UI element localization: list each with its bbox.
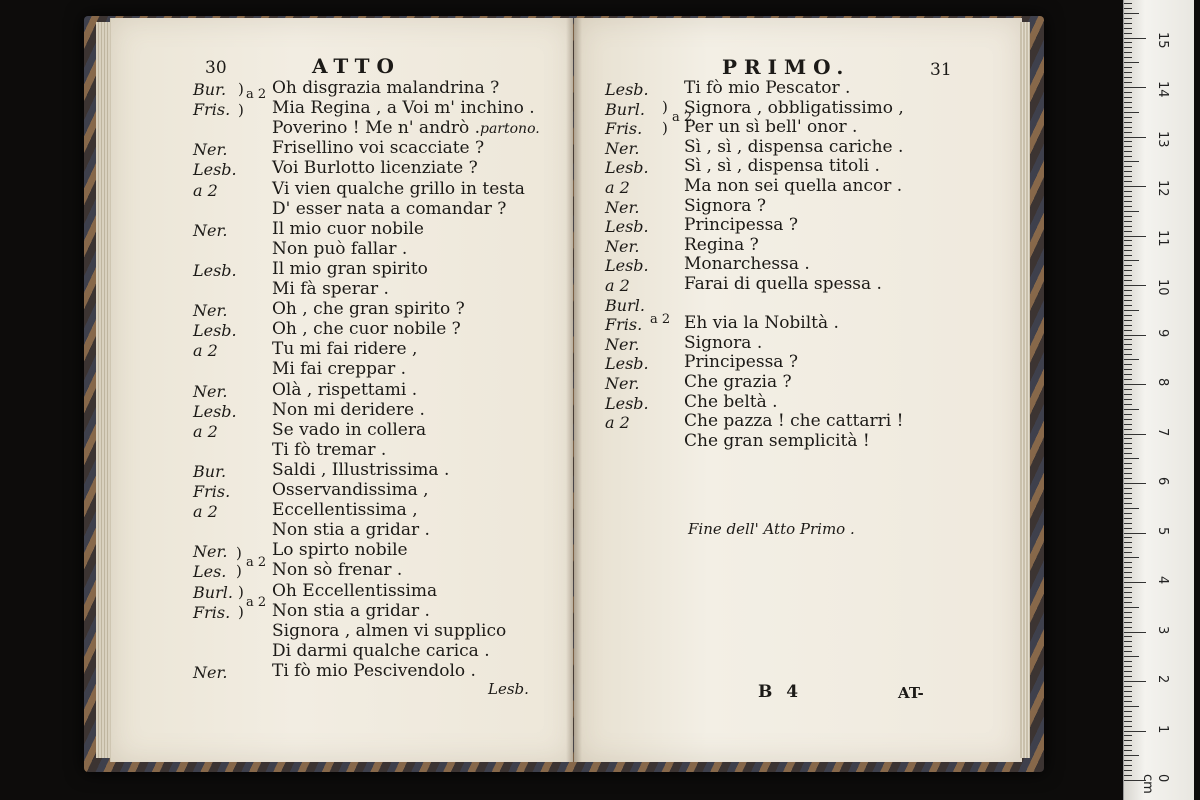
speaker-label: Lesb. — [605, 217, 649, 237]
verse-line: Eccellentissima , — [272, 500, 418, 521]
speaker-label: Lesb. — [193, 160, 237, 180]
ruler-tick — [1124, 671, 1132, 672]
verse-line: Per un sì bell' onor . — [684, 117, 858, 138]
speaker-label: Fris. — [193, 602, 231, 622]
ruler-tick — [1124, 627, 1132, 628]
brace-mark: ) — [662, 119, 668, 137]
ruler-tick — [1124, 404, 1132, 405]
ruler-tick — [1124, 547, 1132, 548]
ruler-tick — [1124, 206, 1132, 207]
ruler-tick — [1124, 161, 1139, 162]
ruler-tick — [1124, 23, 1132, 24]
ruler-label: 2 — [1155, 675, 1170, 684]
ruler-tick — [1124, 636, 1132, 637]
aside-marker: a 2 — [246, 87, 267, 102]
speaker-label: Lesb. — [605, 393, 649, 413]
ruler-tick — [1124, 290, 1132, 291]
ruler-tick — [1124, 409, 1139, 410]
ruler-tick — [1124, 344, 1132, 345]
act-end-note: Fine dell' Atto Primo . — [688, 520, 855, 538]
ruler-tick — [1124, 542, 1132, 543]
ruler-tick — [1124, 765, 1132, 766]
verse-line: Ti fò mio Pescivendolo . — [272, 660, 476, 681]
verse-line: Se vado in collera — [272, 419, 427, 440]
brace-mark: ) — [662, 98, 668, 116]
ruler-tick — [1124, 661, 1132, 662]
ruler-tick — [1124, 414, 1132, 415]
speaker-label: Burl. — [193, 582, 233, 602]
speaker-label: Ner. — [193, 220, 228, 240]
stage-direction: partono. — [480, 121, 540, 137]
book-gutter — [566, 18, 582, 762]
ruler-tick — [1124, 721, 1132, 722]
ruler-tick — [1124, 755, 1139, 756]
measuring-ruler — [1123, 0, 1194, 800]
ruler-tick — [1124, 419, 1132, 420]
brace-mark: ) — [236, 544, 242, 562]
ruler-tick — [1124, 146, 1132, 147]
ruler-label: 12 — [1155, 180, 1170, 197]
ruler-tick — [1124, 280, 1132, 281]
speaker-label: Ner. — [193, 140, 228, 160]
ruler-tick — [1124, 632, 1146, 633]
ruler-tick — [1124, 681, 1146, 682]
ruler-label: 13 — [1155, 130, 1170, 148]
ruler-tick — [1124, 760, 1132, 761]
ruler-tick — [1124, 731, 1146, 732]
ruler-tick — [1124, 132, 1132, 133]
ruler-label: 10 — [1155, 279, 1170, 296]
speaker-label: Ner. — [193, 662, 228, 682]
speaker-label: Lesb. — [605, 354, 649, 374]
ruler-tick — [1124, 483, 1146, 484]
verse-line: Saldi , Illustrissima . — [272, 459, 450, 480]
ruler-tick — [1124, 429, 1132, 430]
ruler-tick — [1124, 151, 1132, 152]
ruler-tick — [1124, 379, 1132, 380]
verse-line: Non stia a gridar . — [272, 520, 430, 541]
ruler-tick — [1124, 528, 1132, 529]
verse-line: Ma non sei quella ancor . — [684, 176, 903, 196]
ruler-tick — [1124, 646, 1132, 647]
ruler-tick — [1124, 726, 1132, 727]
verse-line: Voi Burlotto licenziate ? — [272, 158, 478, 179]
signature-mark: B 4 — [758, 682, 803, 702]
verse-line: Non può fallar . — [272, 238, 408, 259]
ruler-label: 6 — [1155, 477, 1170, 486]
speaker-label: Fris. — [193, 100, 231, 120]
verse-line: Mi fai creppar . — [272, 359, 407, 380]
ruler-tick — [1124, 57, 1132, 58]
verse-line: D' esser nata a comandar ? — [272, 198, 507, 219]
ruler-tick — [1124, 676, 1132, 677]
running-head-right: PRIMO. — [722, 55, 851, 79]
ruler-tick — [1124, 686, 1132, 687]
ruler-tick — [1124, 92, 1132, 93]
ruler-tick — [1124, 127, 1132, 128]
ruler-tick — [1124, 141, 1132, 142]
ruler-tick — [1124, 335, 1146, 336]
speaker-label: a 2 — [193, 180, 218, 200]
page-edges-right — [1020, 22, 1030, 758]
ruler-tick — [1124, 369, 1132, 370]
ruler-tick — [1124, 448, 1132, 449]
verse-line: Non mi deridere . — [272, 399, 425, 420]
ruler-tick — [1124, 156, 1132, 157]
ruler-label: 8 — [1155, 378, 1170, 387]
ruler-tick — [1124, 72, 1132, 73]
speaker-label: a 2 — [605, 276, 630, 295]
ruler-tick — [1124, 255, 1132, 256]
verse-line: Non sò frenar . — [272, 560, 403, 581]
ruler-tick — [1124, 453, 1132, 454]
ruler-tick — [1124, 240, 1132, 241]
aside-marker: a 2 — [650, 312, 671, 327]
ruler-tick — [1124, 716, 1132, 717]
speaker-label: a 2 — [605, 178, 630, 197]
ruler-tick — [1124, 349, 1132, 350]
ruler-tick — [1124, 42, 1132, 43]
speaker-label: a 2 — [605, 413, 630, 433]
ruler-tick — [1124, 77, 1132, 78]
ruler-tick — [1124, 478, 1132, 479]
ruler-tick — [1124, 201, 1132, 202]
ruler-tick — [1124, 384, 1146, 385]
ruler-tick — [1124, 285, 1146, 286]
ruler-tick — [1124, 211, 1139, 212]
ruler-tick — [1124, 666, 1132, 667]
ruler-label: 4 — [1155, 576, 1170, 585]
verse-line: Signora , obbligatissimo , — [684, 97, 904, 118]
ruler-tick — [1124, 493, 1132, 494]
speaker-label: Lesb. — [605, 158, 649, 178]
ruler-label: 1 — [1155, 724, 1170, 733]
verse-line: Signora . — [684, 332, 763, 353]
ruler-tick — [1124, 186, 1146, 187]
ruler-tick — [1124, 171, 1132, 172]
ruler-tick — [1124, 315, 1132, 316]
ruler-tick — [1124, 740, 1132, 741]
ruler-tick — [1124, 711, 1132, 712]
ruler-tick — [1124, 181, 1132, 182]
ruler-label: 9 — [1155, 328, 1170, 337]
speaker-label: Lesb. — [605, 80, 649, 99]
ruler-tick — [1124, 424, 1132, 425]
verse-line: Vi vien qualche grillo in testa — [272, 178, 525, 199]
ruler-tick — [1124, 458, 1139, 459]
ruler-tick — [1124, 28, 1132, 29]
ruler-tick — [1124, 166, 1132, 167]
ruler-tick — [1124, 137, 1146, 138]
ruler-tick — [1124, 122, 1132, 123]
verse-line: Oh , che gran spirito ? — [272, 299, 465, 320]
verse-line: Che beltà . — [684, 391, 778, 412]
ruler-tick — [1124, 354, 1132, 355]
ruler-tick — [1124, 295, 1132, 296]
ruler-tick — [1124, 305, 1132, 306]
verse-line: Lo spirto nobile — [272, 540, 408, 561]
ruler-tick — [1124, 701, 1132, 702]
ruler-tick — [1124, 216, 1132, 217]
verse-line: Non stia a gridar . — [272, 600, 430, 621]
speaker-label: Ner. — [605, 236, 640, 256]
speaker-label: Ner. — [605, 374, 640, 393]
verse-line: Ti fò mio Pescator . — [684, 78, 851, 98]
verse-line: Che gran semplicità ! — [684, 430, 870, 451]
speaker-label: Fris. — [605, 315, 643, 335]
ruler-tick — [1124, 641, 1132, 642]
speaker-label: a 2 — [193, 421, 218, 441]
ruler-tick — [1124, 572, 1132, 573]
speaker-label: Burl. — [605, 295, 645, 315]
aside-marker: a 2 — [246, 595, 267, 610]
ruler-tick — [1124, 770, 1132, 771]
speaker-label: Lesb. — [193, 321, 237, 341]
ruler-tick — [1124, 3, 1132, 4]
running-head-left: ATTO — [312, 54, 401, 78]
ruler-tick — [1124, 537, 1132, 538]
ruler-tick — [1124, 577, 1132, 578]
ruler-tick — [1124, 557, 1139, 558]
verse-line: Sì , sì , dispensa cariche . — [684, 136, 904, 157]
verse-line: Regina ? — [684, 234, 759, 255]
verse-line: Il mio gran spirito — [272, 258, 428, 279]
ruler-tick — [1124, 102, 1132, 103]
ruler-tick — [1124, 622, 1132, 623]
speaker-label: Bur. — [193, 80, 227, 99]
ruler-tick — [1124, 582, 1146, 583]
verse-line: Signora ? — [684, 195, 766, 216]
speaker-label: Fris. — [193, 482, 231, 501]
ruler-tick — [1124, 498, 1132, 499]
ruler-tick — [1124, 775, 1132, 776]
ruler-tick — [1124, 330, 1132, 331]
speaker-label: Ner. — [193, 381, 228, 401]
ruler-tick — [1124, 443, 1132, 444]
ruler-tick — [1124, 602, 1132, 603]
ruler-tick — [1124, 656, 1139, 657]
catchword-left: Lesb. — [488, 680, 529, 698]
ruler-tick — [1124, 62, 1139, 63]
ruler-label: 14 — [1155, 81, 1170, 98]
ruler-tick — [1124, 567, 1132, 568]
verse-line: Poverino ! Me n' andrò . — [272, 118, 481, 139]
ruler-tick — [1124, 503, 1132, 504]
verse-line: Olà , rispettami . — [272, 379, 418, 400]
ruler-tick — [1124, 513, 1132, 514]
ruler-tick — [1124, 275, 1132, 276]
ruler-tick — [1124, 359, 1139, 360]
verse-line: Oh , che cuor nobile ? — [272, 319, 461, 340]
verse-line: Mi fà sperar . — [272, 279, 389, 299]
verse-line: Principessa ? — [684, 352, 798, 373]
verse-line: Principessa ? — [684, 215, 798, 236]
ruler-tick — [1124, 597, 1132, 598]
speaker-label: Ner. — [193, 542, 228, 562]
ruler-tick — [1124, 518, 1132, 519]
speaker-label: Les. — [193, 562, 227, 582]
page-number-left: 30 — [205, 58, 227, 78]
ruler-tick — [1124, 270, 1132, 271]
brace-mark: ) — [236, 562, 242, 580]
ruler-tick — [1124, 696, 1132, 697]
speaker-label: Ner. — [605, 138, 640, 158]
ruler-tick — [1124, 196, 1132, 197]
ruler-tick — [1124, 438, 1132, 439]
aside-marker: a 2 — [246, 555, 267, 570]
ruler-tick — [1124, 112, 1139, 113]
catchword-right: AT- — [898, 684, 924, 702]
brace-mark: ) — [238, 80, 244, 98]
ruler-tick — [1124, 18, 1132, 19]
verse-line: Farai di quella spessa . — [684, 274, 882, 294]
ruler-tick — [1124, 745, 1132, 746]
speaker-label: a 2 — [193, 341, 218, 361]
ruler-tick — [1124, 612, 1132, 613]
ruler-tick — [1124, 374, 1132, 375]
verse-line: Monarchessa . — [684, 254, 810, 275]
ruler-tick — [1124, 706, 1139, 707]
ruler-tick — [1124, 87, 1146, 88]
verse-line: Il mio cuor nobile — [272, 218, 424, 239]
speaker-label: Lesb. — [193, 401, 237, 421]
ruler-tick — [1124, 389, 1132, 390]
ruler-tick — [1124, 533, 1146, 534]
speaker-label: Ner. — [193, 301, 228, 321]
ruler-tick — [1124, 221, 1132, 222]
ruler-tick — [1124, 468, 1132, 469]
speaker-label: Ner. — [605, 197, 640, 217]
ruler-tick — [1124, 260, 1139, 261]
verse-line: Signora , almen vi supplico — [272, 620, 507, 641]
ruler-tick — [1124, 364, 1132, 365]
page-number-right: 31 — [930, 60, 952, 80]
brace-mark: ) — [238, 101, 244, 119]
ruler-tick — [1124, 38, 1146, 39]
ruler-tick — [1124, 592, 1132, 593]
verse-line: Oh Eccellentissima — [272, 580, 438, 601]
ruler-tick — [1124, 562, 1132, 563]
ruler-tick — [1124, 191, 1132, 192]
ruler-tick — [1124, 508, 1139, 509]
ruler-tick — [1124, 473, 1132, 474]
ruler-tick — [1124, 735, 1132, 736]
verse-line: Ti fò tremar . — [272, 439, 387, 460]
ruler-tick — [1124, 691, 1132, 692]
ruler-tick — [1124, 265, 1132, 266]
ruler-tick — [1124, 117, 1132, 118]
ruler-tick — [1124, 325, 1132, 326]
ruler-tick — [1124, 47, 1132, 48]
ruler-tick — [1124, 8, 1132, 9]
speaker-label: a 2 — [193, 502, 218, 522]
verse-line: Eh via la Nobiltà . — [684, 313, 839, 334]
brace-mark: ) — [238, 583, 244, 601]
verse-line: Tu mi fai ridere , — [272, 339, 418, 360]
verse-line: Sì , sì , dispensa titoli . — [684, 156, 880, 177]
ruler-label: 11 — [1155, 229, 1170, 247]
ruler-tick — [1124, 651, 1132, 652]
ruler-tick — [1124, 236, 1146, 237]
ruler-tick — [1124, 300, 1132, 301]
ruler-tick — [1124, 245, 1132, 246]
speaker-label: Ner. — [605, 334, 640, 354]
verse-line: Che grazia ? — [684, 372, 792, 392]
ruler-tick — [1124, 226, 1132, 227]
brace-mark: ) — [238, 603, 244, 621]
ruler-label: 15 — [1155, 31, 1170, 49]
verse-line: Che pazza ! che cattarri ! — [684, 411, 904, 432]
ruler-tick — [1124, 587, 1132, 588]
speaker-label: Fris. — [605, 119, 643, 139]
speaker-label: Bur. — [193, 461, 227, 481]
speaker-label: Lesb. — [193, 260, 237, 280]
ruler-tick — [1124, 107, 1132, 108]
ruler-tick — [1124, 52, 1132, 53]
ruler-tick — [1124, 97, 1132, 98]
speaker-label: Lesb. — [605, 256, 649, 276]
ruler-tick — [1124, 176, 1132, 177]
ruler-tick — [1124, 394, 1132, 395]
ruler-tick — [1124, 434, 1146, 435]
ruler-tick — [1124, 617, 1132, 618]
ruler-tick — [1124, 339, 1132, 340]
ruler-tick — [1124, 250, 1132, 251]
ruler-tick — [1124, 310, 1139, 311]
verse-line: Frisellino voi scacciate ? — [272, 138, 485, 159]
ruler-tick — [1124, 33, 1132, 34]
ruler-tick — [1124, 607, 1139, 608]
ruler-tick — [1124, 231, 1132, 232]
ruler-tick — [1124, 750, 1132, 751]
verse-line: Osservandissima , — [272, 480, 429, 500]
ruler-label: 5 — [1155, 526, 1170, 535]
ruler-label: 7 — [1155, 427, 1170, 436]
ruler-label: 3 — [1155, 625, 1170, 634]
aside-marker: a 2 — [672, 110, 693, 125]
ruler-tick — [1124, 67, 1132, 68]
speaker-label: Burl. — [605, 99, 645, 119]
ruler-tick — [1124, 552, 1132, 553]
ruler-label: 0 cm — [1140, 774, 1170, 794]
ruler-tick — [1124, 488, 1132, 489]
ruler-tick — [1124, 320, 1132, 321]
ruler-tick — [1124, 523, 1132, 524]
ruler-tick — [1124, 13, 1139, 14]
verse-line: Di darmi qualche carica . — [272, 640, 490, 661]
ruler-tick — [1124, 82, 1132, 83]
ruler-tick — [1124, 399, 1132, 400]
verse-line: Oh disgrazia malandrina ? — [272, 78, 500, 98]
ruler-tick — [1124, 463, 1132, 464]
verse-line: Mia Regina , a Voi m' inchino . — [272, 98, 535, 119]
